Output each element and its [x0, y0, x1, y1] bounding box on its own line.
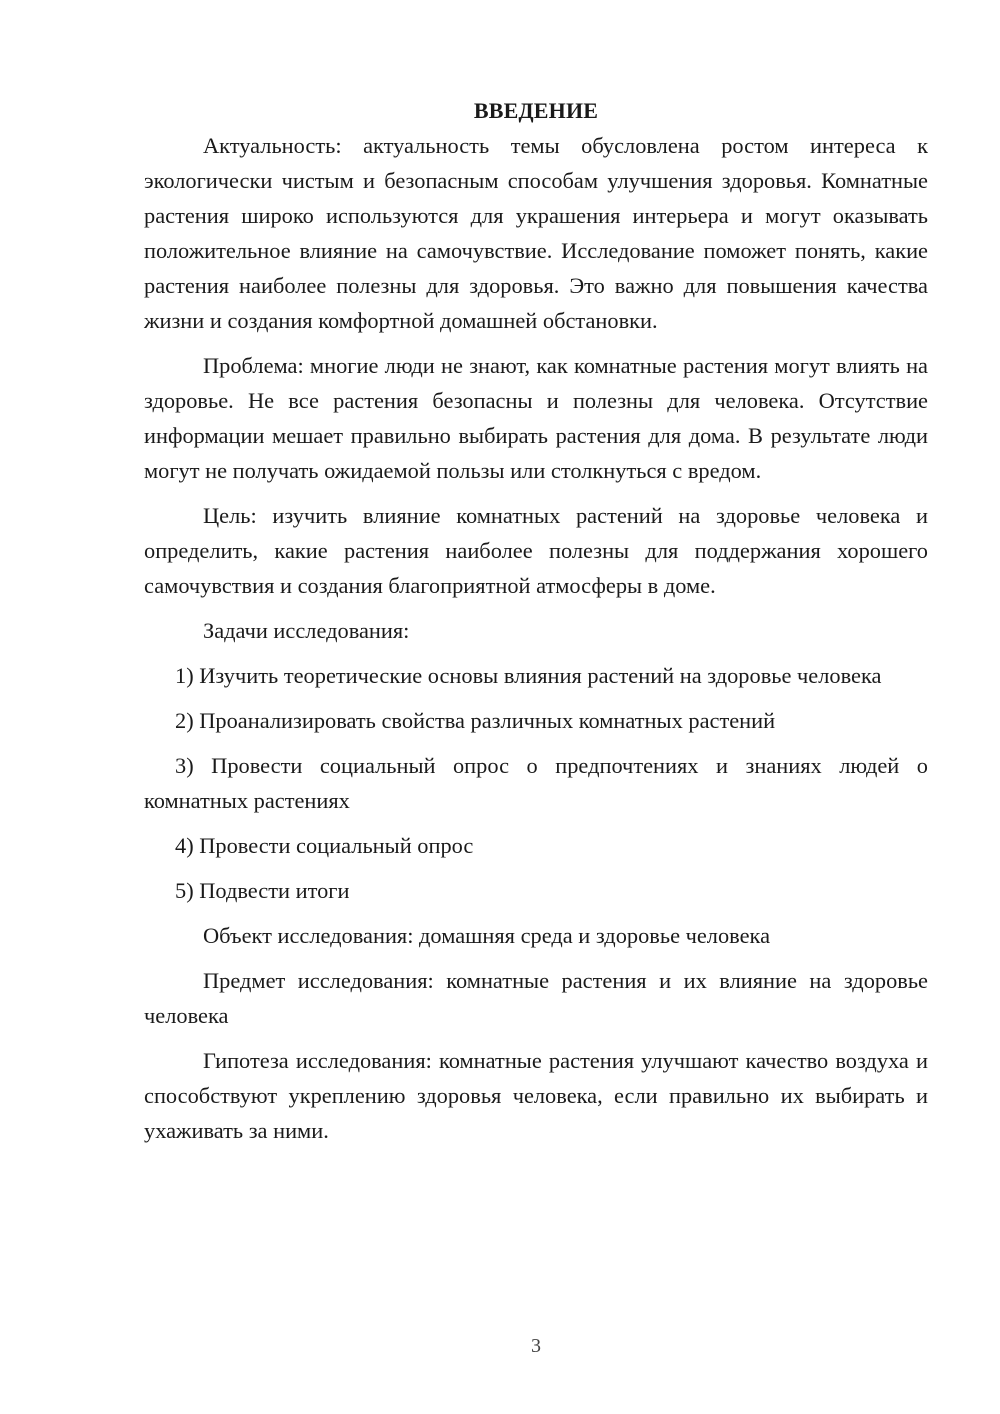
hypothesis-paragraph: Гипотеза исследования: комнатные растения улучшают качество воздуха и способствуют укреплению здоровья человека, если правильно их выбирать и ухаживать за ними.	[144, 1048, 928, 1143]
problem-paragraph: Проблема: многие люди не знают, как комнатные растения могут влиять на здоровье. Не все растения безопасны и полезны для человека. Отсутствие информации мешает правильно выбирать растения для дома. В результате люди могут не получать ожидаемой пользы или столкнуться с вредом.	[144, 353, 928, 483]
goal-paragraph: Цель: изучить влияние комнатных растений на здоровье человека и определить, какие растения наиболее полезны для поддержания хорошего самочувствия и создания благоприятной атмосферы в доме.	[144, 503, 928, 598]
object-paragraph: Объект исследования: домашняя среда и здоровье человека	[203, 923, 771, 948]
relevance-paragraph: Актуальность: актуальность темы обусловлена ростом интереса к экологически чистым и безопасным способам улучшения здоровья. Комнатные растения широко используются для украшения интерьера и могут оказывать положительное влияние на самочувствие. Исследование поможет понять, какие растения наиболее полезны для здоровья. Это важно для повышения качества жизни и создания комфортной домашней обстановки.	[144, 133, 928, 333]
tasks-heading: Задачи исследования:	[203, 618, 410, 643]
page-number: 3	[531, 1335, 541, 1357]
document-page	[144, 93, 928, 1158]
page-title: ВВЕДЕНИЕ	[473, 98, 599, 123]
task-item-5: 5) Подвести итоги	[175, 878, 350, 903]
subject-paragraph: Предмет исследования: комнатные растения и их влияние на здоровье человека	[144, 968, 928, 1028]
task-item-4: 4) Провести социальный опрос	[175, 833, 474, 858]
task-item-3: 3) Провести социальный опрос о предпочтениях и знаниях людей о комнатных растениях	[144, 753, 928, 813]
task-item-1: 1) Изучить теоретические основы влияния растений на здоровье человека	[175, 663, 882, 688]
task-item-2: 2) Проанализировать свойства различных комнатных растений	[175, 708, 776, 733]
